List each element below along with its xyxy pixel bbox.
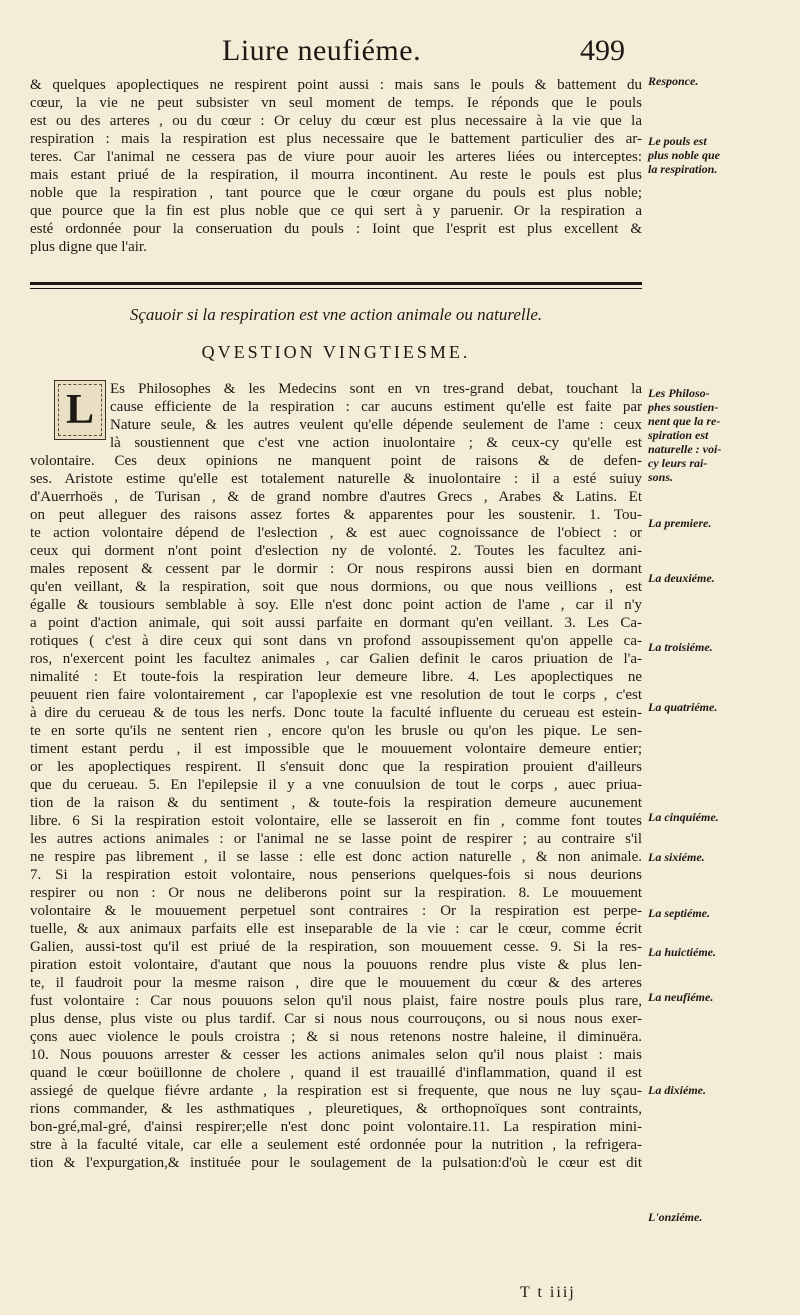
text-line: males reposent & cessent par le dormir : Or nous respirons aussi bien en dormant xyxy=(30,561,642,577)
margin-note-septieme xyxy=(648,906,798,920)
section-divider-thin xyxy=(30,288,642,289)
text-line: ne respire pas librement , il se lasse : elle est donc action naturelle , & non animale. xyxy=(30,849,642,865)
initial-letter: L xyxy=(65,387,94,433)
text-line: que pource que la fin est plus noble que ce qui sert à y paruenir. Or la respiration a xyxy=(30,203,642,219)
margin-note-line: La deuxiéme. xyxy=(648,571,715,585)
margin-note-line: La dixiéme. xyxy=(648,1083,706,1097)
margin-note-philosophes xyxy=(648,386,798,484)
margin-note-troisieme xyxy=(648,640,798,654)
margin-note-line: Responce. xyxy=(648,74,699,88)
text-line: là soustiennent que c'est vne action inuolontaire ; & ceux-cy qu'elle est xyxy=(110,435,642,451)
question-title: QVESTION VINGTIESME. xyxy=(201,342,471,362)
text-line: rotiques ( c'est à dire ceux qui sont dans vn profond assoupissement qu'on appelle ca- xyxy=(30,633,642,649)
margin-note-line: La troisiéme. xyxy=(648,640,713,654)
margin-note-premiere xyxy=(648,516,798,530)
text-line: stre à la faculté vitale, car elle a seulement esté ordonnée pour la nutrition , la refrigera- xyxy=(30,1137,642,1153)
text-line: bon-gré,mal-gré, d'ainsi respirer;elle n'est donc point volontaire.11. La respiration mini- xyxy=(30,1119,642,1135)
text-line: noble que la respiration , tant pource que le cœur organe du pouls est plus noble; xyxy=(30,185,642,201)
text-line: Nature seule, & les autres veulent qu'elle dépende seulement de l'ame : ceux xyxy=(110,417,642,433)
text-line: nimalité : Et toute-fois la respiration leur demeure libre. 4. Les apoplectiques ne xyxy=(30,669,642,685)
margin-note-line: cy leurs rai- xyxy=(648,456,708,470)
ornamental-initial xyxy=(54,380,106,440)
margin-note-line: spiration est xyxy=(648,428,709,442)
margin-note-line: La septiéme. xyxy=(648,906,710,920)
text-line: d'Auerrhoës , de Turisan , & de grand nombre d'autres Grecs , Arabes & Latins. Et xyxy=(30,489,642,505)
text-line: teres. Car l'animal ne cessera pas de viure pour auoir les arteres liées ou interceptes: xyxy=(30,149,642,165)
page-number: 499 xyxy=(580,34,625,67)
text-line: plus dense, plus viste ou plus tardif. Car si nous nous courrouçons, ou si nous nous exer- xyxy=(30,1011,642,1027)
margin-note-line: La premiere. xyxy=(648,516,712,530)
signature-mark: T t iiij xyxy=(520,1284,576,1301)
text-line: fust volontaire : Car nous pouuons selon qu'il nous plaist, faire nostre pouls plus rare, xyxy=(30,993,642,1009)
text-line: tion de la raison & du sentiment , & toute-fois la respiration demeure aucunement xyxy=(30,795,642,811)
text-line: volontaire. Ces deux opinions ne manquent point de raisons & de defen- xyxy=(30,453,642,469)
margin-note-responce xyxy=(648,74,798,88)
text-line: cœur, la vie ne peut subsister vn seul moment de temps. Ie réponds que le pouls xyxy=(30,95,642,111)
text-line: rions commander, & les asthmatiques , pleuretiques, & orthopnoïques sont contraints, xyxy=(30,1101,642,1117)
text-block-opening xyxy=(110,380,642,452)
margin-note-sixieme xyxy=(648,850,798,864)
margin-note-line: La sixiéme. xyxy=(648,850,705,864)
text-line: respirer ou non : Or nous ne deliberons point sur la respiration. 8. Le mouuement xyxy=(30,885,642,901)
margin-note-line: plus noble que xyxy=(648,148,721,162)
margin-note-neufieme xyxy=(648,990,798,1004)
text-line: mais estant priué de la respiration, il mourra incontinent. Au reste le pouls est plus xyxy=(30,167,642,183)
text-line: a point d'action animale, qui soit aussi parfaite en dormant qu'en veillant. 3. Les Ca- xyxy=(30,615,642,631)
text-line: est ou des arteres , ou du cœur : Or celuy du cœur est plus necessaire à la vie que la xyxy=(30,113,642,129)
margin-note-line: sons. xyxy=(648,470,674,484)
margin-note-dixieme xyxy=(648,1083,798,1097)
text-line: qu'en veillant, & la respiration, soit que nous dormions, ou que nous veillions , est xyxy=(30,579,642,595)
text-line: que du cerueau. 5. En l'epilepsie il y a vne conuulsion de tout le corps , auec priua- xyxy=(30,777,642,793)
text-line: piration estoit volontaire, d'autant que nous la pouuons rendre plus viste & plus len- xyxy=(30,957,642,973)
text-line: ses. Aristote estime qu'elle est totalement naturelle & inuolontaire : il a esté suiuy xyxy=(30,471,642,487)
text-line: on peut alleguer des raisons assez fortes & apparentes pour les soustenir. 1. Tou- xyxy=(30,507,642,523)
section-divider-thick xyxy=(30,282,642,285)
margin-note-onzieme xyxy=(648,1210,798,1224)
text-line: & quelques apoplectiques ne respirent point aussi : mais sans le pouls & battement du xyxy=(30,77,642,93)
margin-note-line: La huictiéme. xyxy=(648,945,716,959)
text-line: 10. Nous pouuons arrester & cesser les actions animales selon qu'il nous plaist : mais xyxy=(30,1047,642,1063)
margin-note-quatrieme xyxy=(648,700,798,714)
text-line: te, il faudroit pour la mesme raison , dire que le mouuement du cœur & des arteres xyxy=(30,975,642,991)
margin-note-line: La neufiéme. xyxy=(648,990,714,1004)
text-line: plus digne que l'air. xyxy=(30,239,147,255)
text-line: tion & l'expurgation,& instituée pour le soulagement de la pulsation:d'où le cœur est dit xyxy=(30,1155,642,1171)
text-line: cause efficiente de la respiration : car aucuns estiment qu'elle est faite par xyxy=(110,399,642,415)
text-line: Es Philosophes & les Medecins sont en vn tres-grand debat, touchant la xyxy=(110,381,642,397)
text-line: ceux qui dorment n'ont point d'eslection ny de volonté. 2. Toutes les facultez ani- xyxy=(30,543,642,559)
text-line: 7. Si la respiration estoit volontaire, nous penserions quelques-fois si nous deurions xyxy=(30,867,642,883)
text-line: te en sorte qu'ils ne sentent rien , encore qu'on les brusle ou qu'on les pique. Le sen- xyxy=(30,723,642,739)
text-line: or les apoplectiques respirent. Il s'ensuit donc que la respiration prouient d'ailleurs xyxy=(30,759,642,775)
text-line: te action volontaire dépend de l'eslection , & est auec cognoissance de l'obiect : or xyxy=(30,525,642,541)
margin-note-pouls-noble xyxy=(648,134,798,176)
text-block-continuation xyxy=(30,76,642,256)
margin-note-line: la respiration. xyxy=(648,162,718,176)
text-line: libre. 6 Si la respiration estoit volontaire, elle se lasseroit en fin , comme font toutes xyxy=(30,813,642,829)
section-title: Sçauoir si la respiration est vne action animale ou naturelle. xyxy=(129,305,543,324)
text-line: Galien, aussi-tost qu'il est priué de la respiration, son mouuement cesse. 9. Si la res- xyxy=(30,939,642,955)
text-line: timent estant perdu , il est impossible que le mouuement volontaire demeure entier; xyxy=(30,741,642,757)
margin-note-line: L'onziéme. xyxy=(648,1210,703,1224)
text-line: assiegé de quelque fiévre ardante , la respiration est si frequente, que nous ne luy sçau- xyxy=(30,1083,642,1099)
text-line: à dire du cerueau & de tous les nerfs. Donc toute la faculté influente du cerueau est estein- xyxy=(30,705,642,721)
text-line: respiration : mais la respiration est plus necessaire que le battement particulier des ar- xyxy=(30,131,642,147)
margin-note-line: La quatriéme. xyxy=(648,700,718,714)
margin-note-line: naturelle : voi- xyxy=(648,442,722,456)
text-line: les autres actions animales : or l'animal ne se lasse point de respirer ; au contraire s'il xyxy=(30,831,642,847)
text-line: ros, n'exercent point les facultez animales , car Galien definit le caros priuation de l'a- xyxy=(30,651,642,667)
margin-note-deuxieme xyxy=(648,571,798,585)
margin-note-line: La cinquiéme. xyxy=(648,810,719,824)
margin-note-line: Le pouls est xyxy=(648,134,707,148)
margin-note-huictieme xyxy=(648,945,798,959)
text-line: esté ordonnée pour la conseruation du pouls : Ioint que l'esprit est plus excellent & xyxy=(30,221,642,237)
text-line: tuelle, & aux animaux parfaits elle est inseparable de la vie : car le cœur, comme écrit xyxy=(30,921,642,937)
margin-note-line: nent que la re- xyxy=(648,414,721,428)
margin-note-line: phes soustien- xyxy=(648,400,719,414)
margin-note-line: Les Philoso- xyxy=(648,386,710,400)
text-block-body xyxy=(30,452,642,1172)
margin-note-cinquieme xyxy=(648,810,798,824)
text-line: çons auec violence le pouls croistra ; & si nous retenons nostre haleine, il diminuëra. xyxy=(30,1029,642,1045)
text-line: quand le cœur boüillonne de cholere , quand il est trauaillé d'inflammation, quand il est xyxy=(30,1065,642,1081)
text-line: volontaire & le mouuement perpetuel sont contraires : Or la respiration est perpe- xyxy=(30,903,642,919)
text-line: peuuent rien faire volontairement , car l'apoplexie est vne resolution de tout le corps , c'est xyxy=(30,687,642,703)
running-title: Liure neufiéme. xyxy=(222,34,422,67)
text-line: égalle & tousiours semblable à soy. Elle n'est donc point action de l'ame , car il n'y xyxy=(30,597,642,613)
